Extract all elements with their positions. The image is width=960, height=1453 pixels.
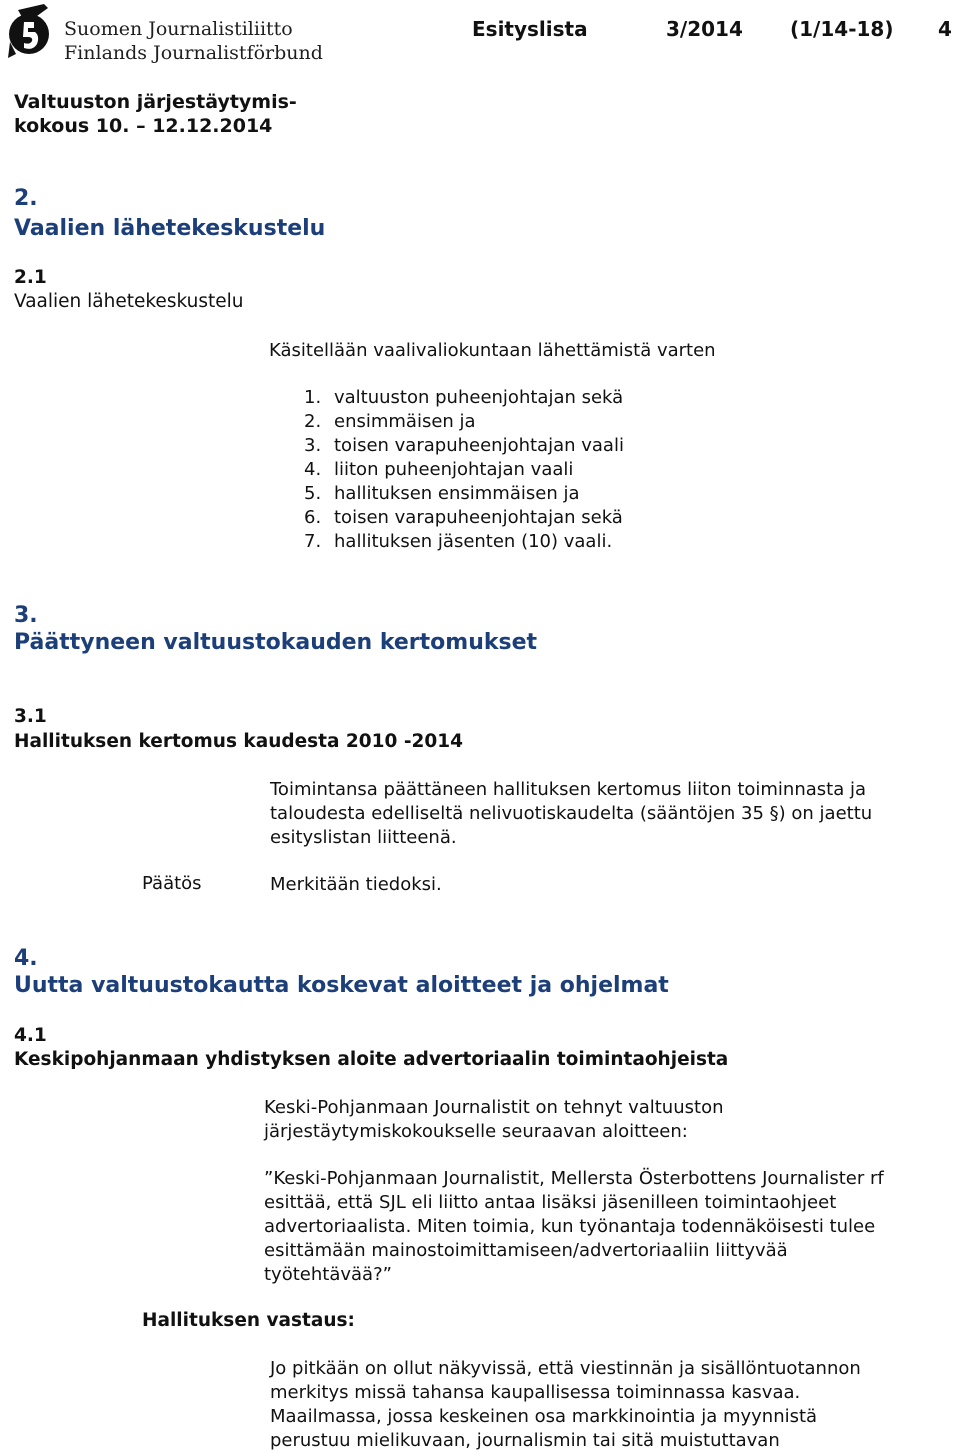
subsection-3-1-title: Hallituksen kertomus kaudesta 2010 -2014 (14, 731, 464, 752)
decision-text: Merkitään tiedoksi. (270, 874, 442, 895)
list-item: 2. ensimmäisen ja (304, 411, 476, 432)
initiative-quote (264, 1167, 884, 1287)
subsection-3-1-number: 3.1 (14, 706, 47, 727)
item-range: (1/14-18) (790, 17, 894, 41)
meeting-line: kokous 10. – 12.12.2014 (14, 115, 273, 137)
list-item: 7. hallituksen jäsenten (10) vaali. (304, 531, 613, 552)
body-line: esittää, että SJL eli liitto antaa lisäksi jäsenilleen toimintaohjeet (264, 1192, 837, 1213)
org-name-swedish: Finlands Journalistförbund (64, 42, 323, 64)
body-line: työtehtävää?” (264, 1264, 392, 1285)
section-3-title: Päättyneen valtuustokauden kertomukset (14, 630, 538, 655)
subsection-2-1-title: Vaalien lähetekeskustelu (14, 291, 244, 312)
body-line: esityslistan liitteenä. (270, 827, 457, 848)
board-response-label: Hallituksen vastaus: (142, 1310, 355, 1331)
section-2-title: Vaalien lähetekeskustelu (14, 216, 326, 241)
body-line: perustuu mielikuvaan, journalismin tai sitä muistuttavan (270, 1430, 780, 1451)
list-item: 5. hallituksen ensimmäisen ja (304, 483, 580, 504)
list-item: 1. valtuuston puheenjohtajan sekä (304, 387, 624, 408)
section-2-number: 2. (14, 186, 38, 211)
list-item: 3. toisen varapuheenjohtajan vaali (304, 435, 624, 456)
section-4-number: 4. (14, 946, 38, 971)
list-item: 4. liiton puheenjohtajan vaali (304, 459, 574, 480)
page-number: 4 (938, 17, 952, 41)
org-name-finnish: Suomen Journalistiliitto (64, 18, 293, 40)
body-line: Jo pitkään on ollut näkyvissä, että viestinnän ja sisällöntuotannon (270, 1358, 861, 1379)
body-line: taloudesta edelliseltä nelivuotiskaudelta (sääntöjen 35 §) on jaettu (270, 803, 873, 824)
section-3-number: 3. (14, 603, 38, 628)
section-3-body (270, 778, 872, 850)
board-response-text (270, 1357, 861, 1453)
list-item: 6. toisen varapuheenjohtajan sekä (304, 507, 623, 528)
body-line: Keski-Pohjanmaan Journalistit on tehnyt valtuuston (264, 1097, 724, 1118)
body-line: advertoriaalista. Miten toimia, kun työnantaja todennäköisesti tulee (264, 1216, 876, 1237)
meeting-info (14, 90, 344, 138)
doc-title: Esityslista (472, 17, 588, 41)
body-line: merkitys missä tahansa kaupallisessa toiminnassa kasvaa. (270, 1382, 801, 1403)
body-line: järjestäytymiskokoukselle seuraavan aloitteen: (264, 1121, 688, 1142)
decision-label: Päätös (142, 873, 202, 894)
subsection-4-1-title: Keskipohjanmaan yhdistyksen aloite advertoriaalin toimintaohjeista (14, 1049, 729, 1070)
section-4-title: Uutta valtuustokautta koskevat aloitteet ja ohjelmat (14, 973, 669, 998)
body-line: Maailmassa, jossa keskeinen osa markkinointia ja myynnistä (270, 1406, 818, 1427)
body-line: ”Keski-Pohjanmaan Journalistit, Mellersta Österbottens Journalister rf (264, 1168, 884, 1189)
meeting-line: Valtuuston järjestäytymis- (14, 91, 297, 113)
subsection-2-1-number: 2.1 (14, 267, 47, 288)
union-logo-icon (4, 2, 54, 62)
body-line: Toimintansa päättäneen hallituksen kertomus liiton toiminnasta ja (270, 779, 866, 800)
doc-number: 3/2014 (666, 17, 743, 41)
election-list (304, 386, 624, 554)
section-4-intro (264, 1096, 723, 1144)
subsection-4-1-number: 4.1 (14, 1025, 47, 1046)
body-line: esittämään mainostoimittamiseen/advertoriaaliin liittyvää (264, 1240, 788, 1261)
section-2-intro: Käsitellään vaalivaliokuntaan lähettämistä varten (269, 340, 716, 361)
